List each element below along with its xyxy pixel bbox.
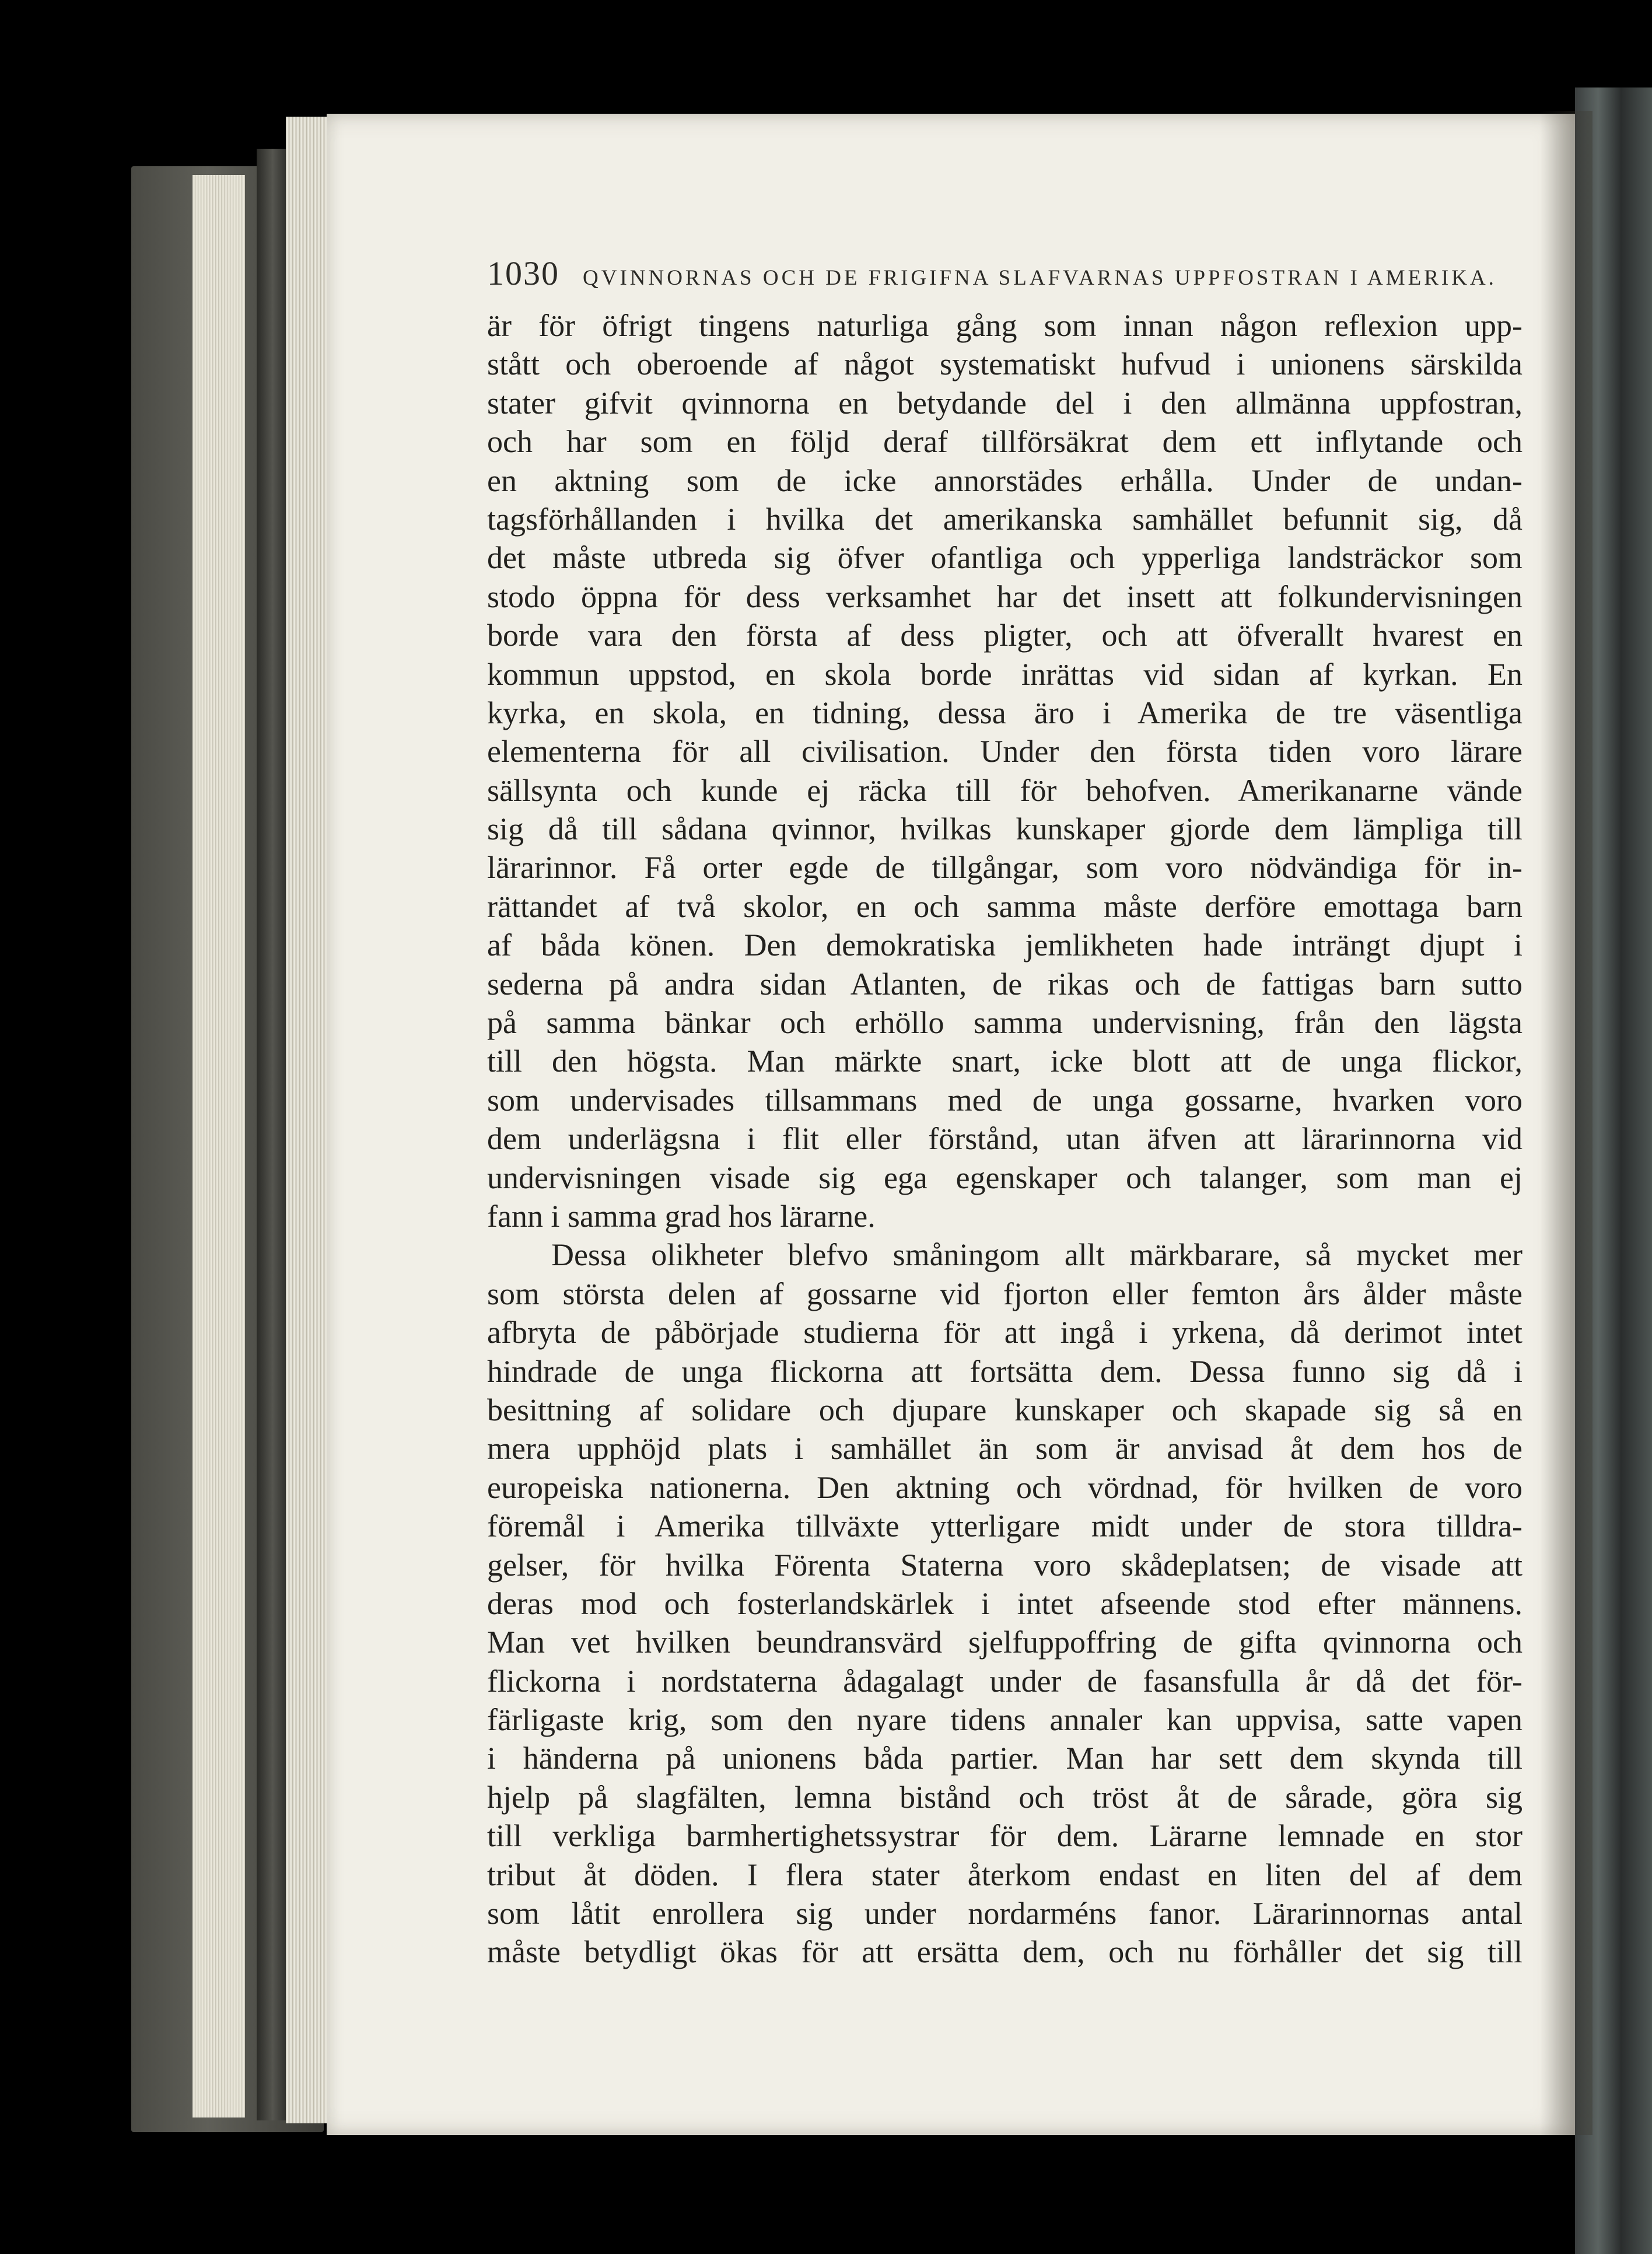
text-line: som största delen af gossarne vid fjorton eller femton års ålder måste [487, 1276, 1522, 1311]
text-line: är för öfrigt tingens naturliga gång som innan någon reflexion upp- [487, 308, 1522, 343]
text-line: som låtit enrollera sig under nordarméns fanor. Lärarinnornas antal [487, 1896, 1522, 1931]
text-line: besittning af solidare och djupare kunskaper och skapade sig så en [487, 1392, 1522, 1427]
text-line: måste betydligt ökas för att ersätta dem, och nu förhåller det sig till [487, 1934, 1522, 1970]
text-line: i händerna på unionens båda partier. Man har sett dem skynda till [487, 1741, 1522, 1776]
text-line: hjelp på slagfälten, lemna bistånd och tröst åt de sårade, göra sig [487, 1779, 1522, 1815]
text-line: af båda könen. Den demokratiska jemlikheten hade inträngt djupt i [487, 928, 1522, 963]
text-line: Man vet hvilken beundransvärd sjelfuppoffring de gifta qvinnorna och [487, 1625, 1522, 1660]
text-line: kommun uppstod, en skola borde inrättas vid sidan af kyrkan. En [487, 656, 1522, 692]
text-line: tribut åt döden. I flera stater återkom endast en liten del af dem [487, 1857, 1522, 1892]
text-line: hindrade de unga flickorna att fortsätta dem. Dessa funno sig då i [487, 1353, 1522, 1389]
text-line-paragraph-end: fann i samma grad hos lärarne. [487, 1198, 876, 1234]
text-line: stodo öppna för dess verksamhet har det insett att folkundervisningen [487, 579, 1522, 614]
text-line: och har som en följd deraf tillförsäkrat dem ett inflytande och [487, 424, 1522, 460]
text-line: lärarinnor. Få orter egde de tillgångar, som voro nödvändiga för in- [487, 850, 1522, 886]
text-line: till verkliga barmhertighetssystrar för dem. Lärarne lemnade en stor [487, 1818, 1522, 1854]
text-line: föremål i Amerika tillväxte ytterligare midt under de stora tilldra- [487, 1508, 1522, 1544]
text-line: till den högsta. Man märkte snart, icke blott att de unga flickor, [487, 1044, 1522, 1079]
text-line: afbryta de påbörjade studierna för att ingå i yrkena, då derimot intet [487, 1315, 1522, 1350]
text-line: sällsynta och kunde ej räcka till för behofven. Amerikanarne vände [487, 772, 1522, 808]
text-line: som undervisades tillsammans med de unga gossarne, hvarken voro [487, 1082, 1522, 1118]
cover-binding [257, 149, 289, 2120]
text-line: undervisningen visade sig ega egenskaper och talanger, som man ej [487, 1160, 1522, 1195]
text-line: rättandet af två skolor, en och samma måste derföre emottaga barn [487, 888, 1522, 924]
text-line: en aktning som de icke annorstädes erhålla. Under de undan- [487, 463, 1522, 498]
cover-page-edges [192, 175, 245, 2118]
text-line: flickorna i nordstaterna ådagalagt under de fasansfulla år då det för- [487, 1663, 1522, 1699]
text-line: deras mod och fosterlandskärlek i intet afseende stod efter männens. [487, 1586, 1522, 1621]
book-page [327, 114, 1575, 2135]
text-line: kyrka, en skola, en tidning, dessa äro i Amerika de tre väsentliga [487, 695, 1522, 730]
running-head [487, 254, 1520, 312]
page-number: 1030 [487, 254, 559, 292]
text-line: europeiska nationerna. Den aktning och vördnad, för hvilken de voro [487, 1469, 1522, 1505]
running-title: QVINNORNAS OCH DE FRIGIFNA SLAFVARNAS UPPFOSTRAN I AMERIKA. [583, 266, 1497, 290]
text-line: elementerna för all civilisation. Under den första tiden voro lärare [487, 734, 1522, 769]
text-line: på samma bänkar och erhöllo samma undervisning, från den lägsta [487, 1005, 1522, 1041]
text-line-paragraph-start: Dessa olikheter blefvo småningom allt märkbarare, så mycket mer [551, 1237, 1522, 1273]
text-line: dem underlägsna i flit eller förstånd, utan äfven att lärarinnorna vid [487, 1121, 1522, 1157]
text-line: stater gifvit qvinnorna en betydande del i den allmänna uppfostran, [487, 385, 1522, 421]
text-line: gelser, för hvilka Förenta Staterna voro skådeplatsen; de visade att [487, 1547, 1522, 1583]
text-line: sig då till sådana qvinnor, hvilkas kunskaper gjorde dem lämpliga till [487, 811, 1522, 847]
text-line: tagsförhållanden i hvilka det amerikanska samhället befunnit sig, då [487, 501, 1522, 537]
text-line: färligaste krig, som den nyare tidens annaler kan uppvisa, satte vapen [487, 1702, 1522, 1738]
page-gutter-shadow [1540, 111, 1592, 2135]
text-line: stått och oberoende af något systematiskt hufvud i unionens särskilda [487, 346, 1522, 382]
text-line: det måste utbreda sig öfver ofantliga och ypperliga landsträckor som [487, 540, 1522, 576]
body-text [487, 306, 1522, 1972]
text-line: mera upphöjd plats i samhället än som är anvisad åt dem hos de [487, 1431, 1522, 1466]
text-line: sederna på andra sidan Atlanten, de rikas och de fattigas barn sutto [487, 966, 1522, 1002]
text-line: borde vara den första af dess pligter, och att öfverallt hvarest en [487, 618, 1522, 653]
